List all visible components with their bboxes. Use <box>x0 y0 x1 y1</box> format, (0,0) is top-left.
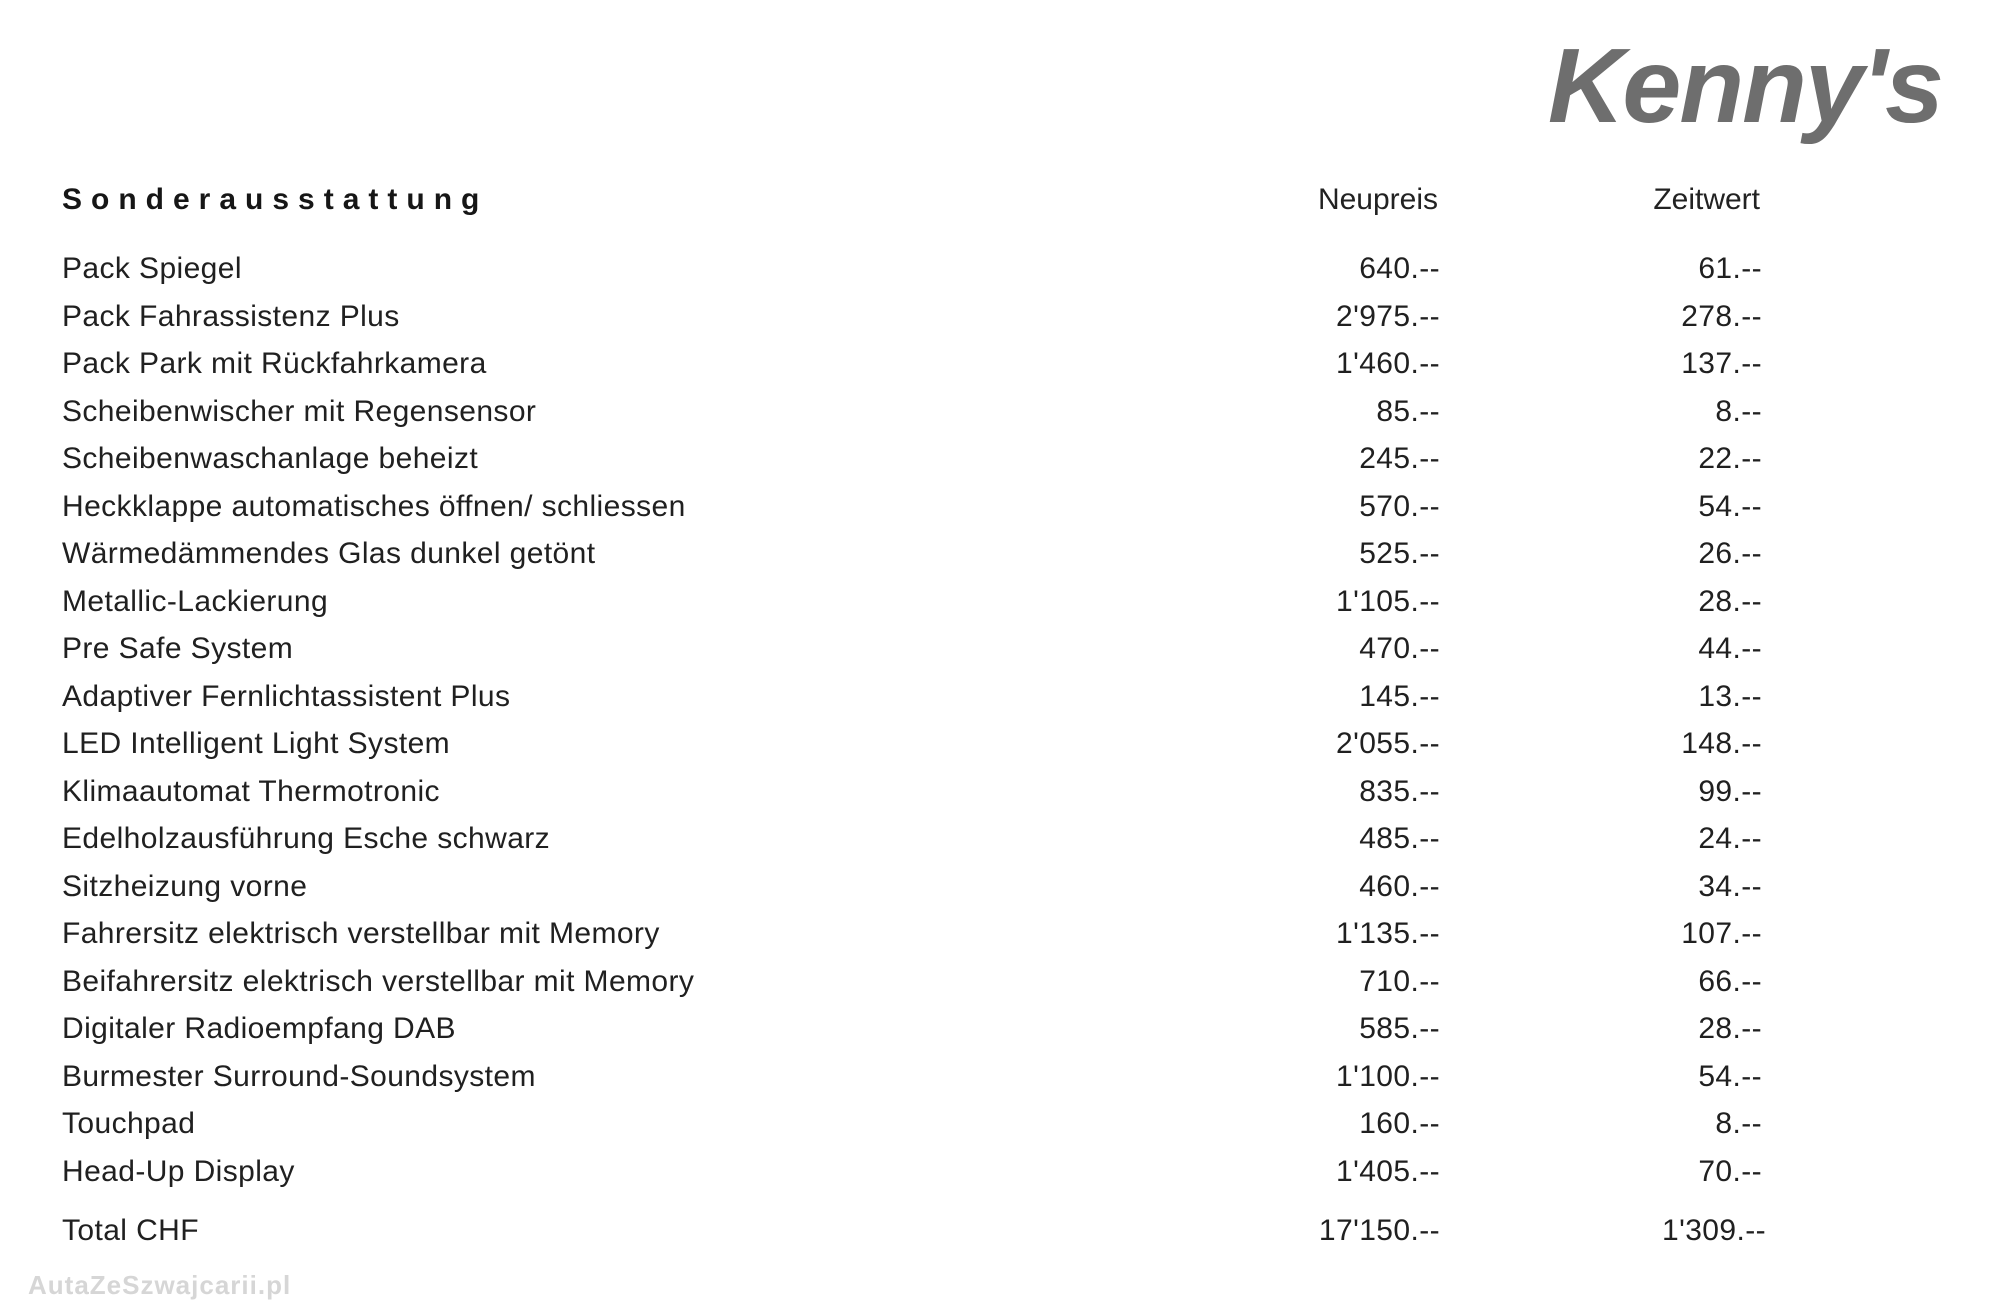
option-label: Pack Park mit Rückfahrkamera <box>62 347 487 380</box>
option-label: Beifahrersitz elektrisch verstellbar mit Memory <box>62 964 695 998</box>
neupreis-value: 835.-- <box>1359 774 1440 808</box>
option-label: Sitzheizung vorne <box>62 869 308 903</box>
option-label: Adaptiver Fernlichtassistent Plus <box>62 679 511 713</box>
table-row <box>0 581 2016 629</box>
neupreis-value: 585.-- <box>1359 1012 1440 1045</box>
table-row <box>0 628 2016 676</box>
option-label: LED Intelligent Light System <box>62 727 451 760</box>
zeitwert-value: 54.-- <box>1698 489 1762 523</box>
zeitwert-value: 137.-- <box>1681 347 1762 380</box>
neupreis-value: 640.-- <box>1359 252 1440 285</box>
table-row <box>0 343 2016 391</box>
zeitwert-value: 61.-- <box>1698 252 1762 285</box>
table-row <box>0 391 2016 439</box>
neupreis-value: 525.-- <box>1359 537 1440 570</box>
zeitwert-value: 54.-- <box>1698 1059 1762 1093</box>
option-label: Fahrersitz elektrisch verstellbar mit Memory <box>62 917 660 950</box>
option-label: Scheibenwischer mit Regensensor <box>62 394 537 428</box>
neupreis-value: 470.-- <box>1359 632 1440 665</box>
table-row <box>0 1103 2016 1151</box>
option-label: Pack Spiegel <box>62 252 242 285</box>
table-header-row <box>0 183 2016 223</box>
table-row <box>0 533 2016 581</box>
zeitwert-value: 8.-- <box>1715 1107 1762 1140</box>
table-row <box>0 676 2016 724</box>
neupreis-value: 1'405.-- <box>1336 1154 1440 1188</box>
table-row <box>0 438 2016 486</box>
table-row <box>0 866 2016 914</box>
neupreis-value: 1'460.-- <box>1336 347 1440 380</box>
zeitwert-value: 22.-- <box>1698 442 1762 475</box>
table-row <box>0 771 2016 819</box>
option-label: Head-Up Display <box>62 1154 295 1188</box>
table-row <box>0 723 2016 771</box>
neupreis-value: 160.-- <box>1359 1107 1440 1140</box>
zeitwert-value: 70.-- <box>1698 1154 1762 1188</box>
table-rows <box>0 248 2016 1198</box>
zeitwert-value: 26.-- <box>1698 537 1762 570</box>
option-label: Pack Fahrassistenz Plus <box>62 299 400 333</box>
zeitwert-value: 13.-- <box>1698 679 1762 713</box>
option-label: Klimaautomat Thermotronic <box>62 774 440 808</box>
site-watermark: AutaZeSzwajcarii.pl <box>28 1270 292 1300</box>
neupreis-value: 145.-- <box>1359 679 1440 713</box>
zeitwert-value: 44.-- <box>1698 632 1762 665</box>
zeitwert-value: 34.-- <box>1698 869 1762 903</box>
total-row <box>0 1210 2016 1258</box>
table-row <box>0 1008 2016 1056</box>
zeitwert-value: 24.-- <box>1698 822 1762 855</box>
neupreis-value: 460.-- <box>1359 869 1440 903</box>
zeitwert-value: 278.-- <box>1681 299 1762 333</box>
neupreis-value: 710.-- <box>1359 964 1440 998</box>
option-label: Edelholzausführung Esche schwarz <box>62 822 551 855</box>
table-row <box>0 296 2016 344</box>
table-row <box>0 1056 2016 1104</box>
page-title: Sonderausstattung <box>62 183 489 216</box>
zeitwert-value: 8.-- <box>1715 394 1762 428</box>
option-label: Heckklappe automatisches öffnen/ schliessen <box>62 489 686 523</box>
option-label: Burmester Surround-Soundsystem <box>62 1059 536 1093</box>
zeitwert-value: 28.-- <box>1698 584 1762 618</box>
option-label: Pre Safe System <box>62 632 294 665</box>
column-header-neupreis: Neupreis <box>1317 183 1438 216</box>
table-row <box>0 1151 2016 1199</box>
zeitwert-value: 28.-- <box>1698 1012 1762 1045</box>
neupreis-value: 1'100.-- <box>1336 1059 1440 1093</box>
zeitwert-value: 66.-- <box>1698 964 1762 998</box>
neupreis-value: 485.-- <box>1359 822 1440 855</box>
table-row <box>0 913 2016 961</box>
neupreis-value: 1'105.-- <box>1336 584 1440 618</box>
neupreis-value: 570.-- <box>1359 489 1440 523</box>
neupreis-value: 85.-- <box>1376 394 1440 428</box>
total-label: Total CHF <box>62 1214 199 1247</box>
zeitwert-value: 107.-- <box>1681 917 1762 950</box>
neupreis-value: 2'975.-- <box>1336 299 1440 333</box>
option-label: Touchpad <box>62 1107 196 1140</box>
option-label: Digitaler Radioempfang DAB <box>62 1012 456 1045</box>
table-row <box>0 248 2016 296</box>
neupreis-value: 1'135.-- <box>1336 917 1440 950</box>
option-label: Scheibenwaschanlage beheizt <box>62 442 479 475</box>
total-zeitwert-value: 1'309.-- <box>1662 1214 1766 1247</box>
zeitwert-value: 99.-- <box>1698 774 1762 808</box>
column-header-zeitwert: Zeitwert <box>1653 183 1760 216</box>
table-row <box>0 818 2016 866</box>
total-neupreis-value: 17'150.-- <box>1318 1214 1440 1247</box>
option-label: Wärmedämmendes Glas dunkel getönt <box>62 537 596 570</box>
kennys-logo: Kenny's <box>1547 27 1942 145</box>
neupreis-value: 2'055.-- <box>1336 727 1440 760</box>
table-row <box>0 486 2016 534</box>
neupreis-value: 245.-- <box>1359 442 1440 475</box>
zeitwert-value: 148.-- <box>1681 727 1762 760</box>
option-label: Metallic-Lackierung <box>62 584 329 618</box>
table-row <box>0 961 2016 1009</box>
